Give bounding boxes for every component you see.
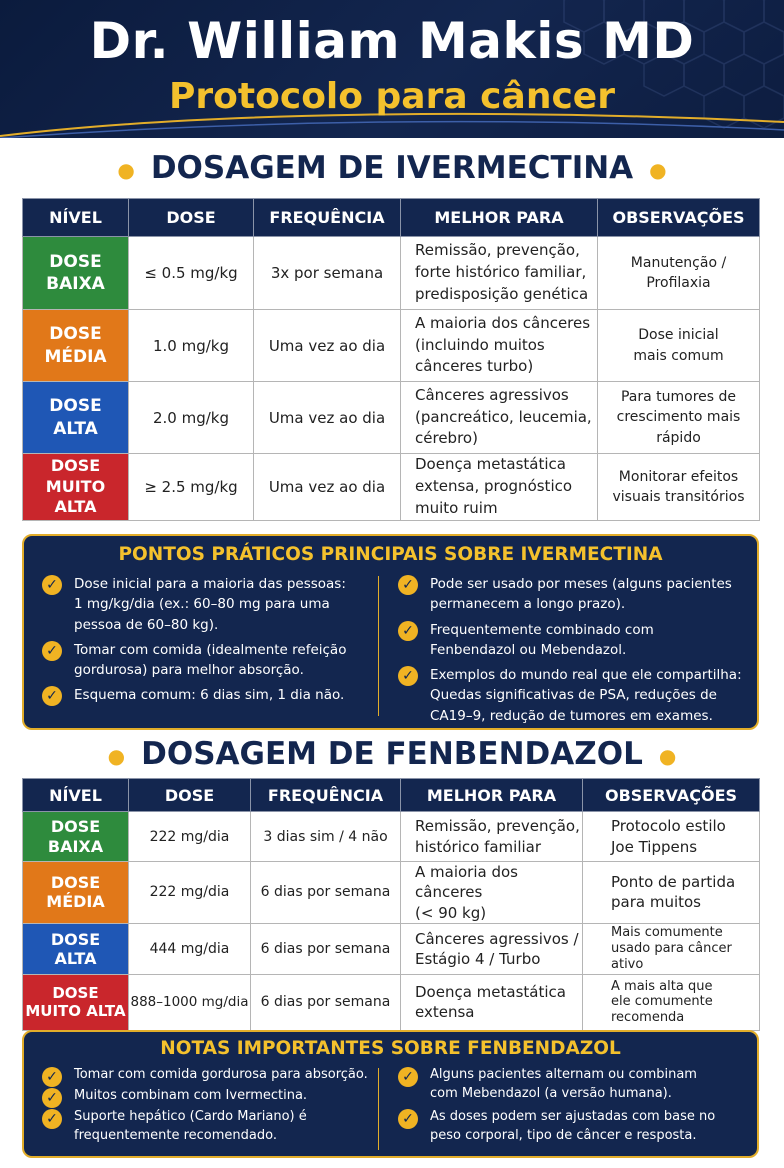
frequency-cell: Uma vez ao dia bbox=[254, 310, 401, 382]
check-circle-icon: ✓ bbox=[42, 1088, 62, 1108]
list-item: ✓ Muitos combinam com Ivermectina. bbox=[42, 1087, 372, 1106]
observations-cell: A mais alta que ele comumente recomenda bbox=[583, 974, 760, 1030]
list-item: ✓ Frequentemente combinado com Fenbendazol ou Mebendazol. bbox=[398, 620, 748, 661]
table-row bbox=[23, 454, 760, 521]
table-row bbox=[23, 237, 760, 310]
frequency-cell: 6 dias por semana bbox=[251, 923, 401, 974]
column-divider bbox=[378, 1068, 379, 1150]
column-header-frequencia: FREQUÊNCIA bbox=[254, 199, 401, 237]
ivermectina-key-points-box bbox=[22, 534, 759, 730]
dose-cell: ≥ 2.5 mg/kg bbox=[129, 454, 254, 521]
table-row bbox=[23, 862, 760, 924]
best-for-cell: Doença metastática extensa bbox=[401, 974, 583, 1030]
level-badge: DOSE MÉDIA bbox=[23, 310, 129, 382]
fenbendazol-notes-box bbox=[22, 1030, 759, 1158]
key-points-title: PONTOS PRÁTICOS PRINCIPAIS SOBRE IVERMECTINA bbox=[118, 544, 663, 565]
list-item: ✓ Tomar com comida (idealmente refeição gordurosa) para melhor absorção. bbox=[42, 640, 372, 681]
column-header-nivel: NÍVEL bbox=[23, 779, 129, 812]
column-header-dose: DOSE bbox=[129, 779, 251, 812]
frequency-cell: 3x por semana bbox=[254, 237, 401, 310]
observations-cell: Mais comumente usado para câncer ativo bbox=[583, 923, 760, 974]
check-circle-icon: ✓ bbox=[42, 641, 62, 661]
table-row bbox=[23, 923, 760, 974]
observations-cell: Para tumores de crescimento mais rápido bbox=[598, 382, 760, 454]
best-for-cell: A maioria dos cânceres (incluindo muitos cânceres turbo) bbox=[401, 310, 598, 382]
list-item: ✓ Exemplos do mundo real que ele compartilha: Quedas significativas de PSA, reduções de CA19–9, redução de tumores em exames. bbox=[398, 665, 748, 726]
level-badge: DOSE BAIXA bbox=[23, 237, 129, 310]
level-badge: DOSE MUITO ALTA bbox=[23, 454, 129, 521]
dot-icon: ● bbox=[658, 743, 677, 768]
column-header-melhor-para: MELHOR PARA bbox=[401, 779, 583, 812]
column-header-nivel: NÍVEL bbox=[23, 199, 129, 237]
page-subtitle: Protocolo para câncer bbox=[169, 76, 615, 117]
observations-cell: Manutenção / Profilaxia bbox=[598, 237, 760, 310]
dose-cell: ≤ 0.5 mg/kg bbox=[129, 237, 254, 310]
check-circle-icon: ✓ bbox=[398, 666, 418, 686]
check-circle-icon: ✓ bbox=[42, 1067, 62, 1087]
check-circle-icon: ✓ bbox=[42, 1109, 62, 1129]
column-header-dose: DOSE bbox=[129, 199, 254, 237]
check-circle-icon: ✓ bbox=[398, 575, 418, 595]
fenbendazol-dosage-table bbox=[22, 778, 760, 1031]
key-points-right-column bbox=[398, 574, 748, 731]
ivermectina-dosage-table bbox=[22, 198, 760, 521]
column-header-frequencia: FREQUÊNCIA bbox=[251, 779, 401, 812]
notes-left-column bbox=[42, 1066, 372, 1147]
column-divider bbox=[378, 576, 379, 716]
list-item: ✓ Pode ser usado por meses (alguns pacientes permanecem a longo prazo). bbox=[398, 574, 748, 615]
dose-cell: 2.0 mg/kg bbox=[129, 382, 254, 454]
table-row bbox=[23, 310, 760, 382]
level-badge: DOSE MUITO ALTA bbox=[23, 974, 129, 1030]
frequency-cell: 6 dias por semana bbox=[251, 974, 401, 1030]
level-badge: DOSE ALTA bbox=[23, 923, 129, 974]
dose-cell: 888–1000 mg/dia bbox=[129, 974, 251, 1030]
observations-cell: Monitorar efeitos visuais transitórios bbox=[598, 454, 760, 521]
observations-cell: Ponto de partida para muitos bbox=[583, 862, 760, 924]
frequency-cell: Uma vez ao dia bbox=[254, 382, 401, 454]
dose-cell: 222 mg/dia bbox=[129, 812, 251, 862]
check-circle-icon: ✓ bbox=[42, 575, 62, 595]
frequency-cell: 3 dias sim / 4 não bbox=[251, 812, 401, 862]
best-for-cell: A maioria dos cânceres (< 90 kg) bbox=[401, 862, 583, 924]
ivermectina-section-title: ● DOSAGEM DE IVERMECTINA ● bbox=[117, 150, 667, 186]
level-badge: DOSE ALTA bbox=[23, 382, 129, 454]
list-item: ✓ Tomar com comida gordurosa para absorção. bbox=[42, 1066, 372, 1085]
list-item: ✓ Suporte hepático (Cardo Mariano) é frequentemente recomendado. bbox=[42, 1108, 372, 1146]
check-circle-icon: ✓ bbox=[398, 1067, 418, 1087]
best-for-cell: Remissão, prevenção, histórico familiar bbox=[401, 812, 583, 862]
key-points-left-column bbox=[42, 574, 372, 711]
dot-icon: ● bbox=[117, 157, 135, 182]
list-item: ✓ Dose inicial para a maioria das pessoas: 1 mg/kg/dia (ex.: 60–80 mg para uma pessoa de 60–80 kg). bbox=[42, 574, 372, 635]
table-row bbox=[23, 812, 760, 862]
dose-cell: 222 mg/dia bbox=[129, 862, 251, 924]
column-header-observacoes: OBSERVAÇÕES bbox=[598, 199, 760, 237]
frequency-cell: 6 dias por semana bbox=[251, 862, 401, 924]
list-item: ✓ As doses podem ser ajustadas com base no peso corporal, tipo de câncer e resposta. bbox=[398, 1108, 748, 1146]
notes-title: NOTAS IMPORTANTES SOBRE FENBENDAZOL bbox=[160, 1038, 621, 1059]
level-badge: DOSE MÉDIA bbox=[23, 862, 129, 924]
check-circle-icon: ✓ bbox=[398, 1109, 418, 1129]
page-title: Dr. William Makis MD bbox=[89, 12, 695, 70]
fenbendazol-section-title: ● DOSAGEM DE FENBENDAZOL ● bbox=[107, 736, 677, 772]
column-header-melhor-para: MELHOR PARA bbox=[401, 199, 598, 237]
best-for-cell: Cânceres agressivos / Estágio 4 / Turbo bbox=[401, 923, 583, 974]
table-row bbox=[23, 382, 760, 454]
notes-right-column bbox=[398, 1066, 748, 1147]
level-badge: DOSE BAIXA bbox=[23, 812, 129, 862]
dose-cell: 444 mg/dia bbox=[129, 923, 251, 974]
dot-icon: ● bbox=[649, 157, 667, 182]
column-header-observacoes: OBSERVAÇÕES bbox=[583, 779, 760, 812]
dot-icon: ● bbox=[107, 743, 126, 768]
frequency-cell: Uma vez ao dia bbox=[254, 454, 401, 521]
table-row bbox=[23, 974, 760, 1030]
observations-cell: Protocolo estilo Joe Tippens bbox=[583, 812, 760, 862]
best-for-cell: Remissão, prevenção, forte histórico familiar, predisposição genética bbox=[401, 237, 598, 310]
list-item: ✓ Esquema comum: 6 dias sim, 1 dia não. bbox=[42, 685, 372, 705]
observations-cell: Dose inicial mais comum bbox=[598, 310, 760, 382]
dose-cell: 1.0 mg/kg bbox=[129, 310, 254, 382]
best-for-cell: Cânceres agressivos (pancreático, leucemia, cérebro) bbox=[401, 382, 598, 454]
header-banner bbox=[0, 0, 784, 138]
check-circle-icon: ✓ bbox=[42, 686, 62, 706]
list-item: ✓ Alguns pacientes alternam ou combinam com Mebendazol (a versão humana). bbox=[398, 1066, 748, 1104]
check-circle-icon: ✓ bbox=[398, 621, 418, 641]
best-for-cell: Doença metastática extensa, prognóstico muito ruim bbox=[401, 454, 598, 521]
